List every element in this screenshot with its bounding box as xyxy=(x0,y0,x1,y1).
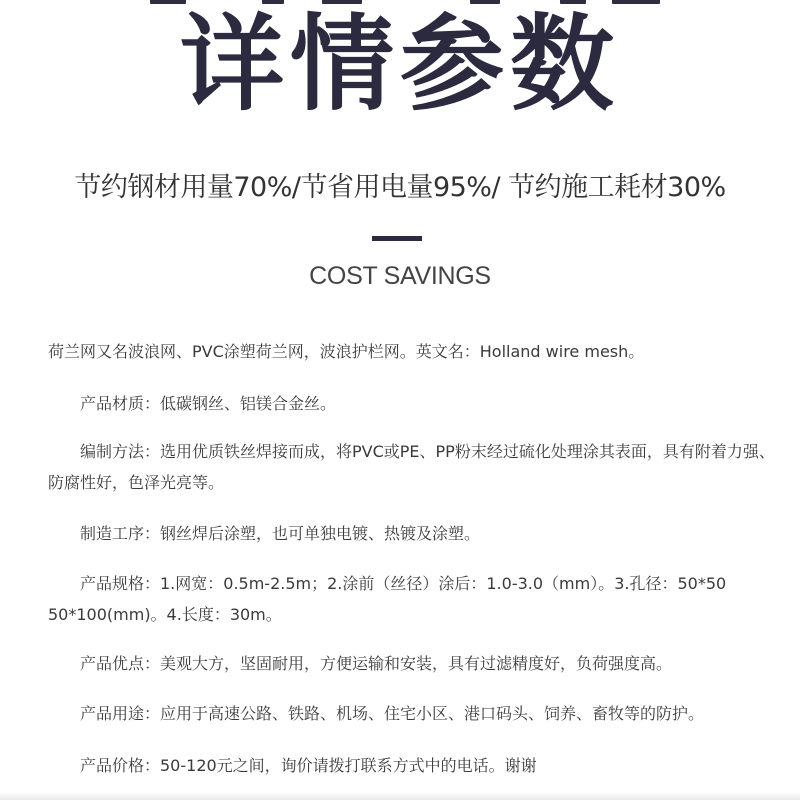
process-paragraph: 制造工序：钢丝焊后涂塑，也可单独电镀、热镀及涂塑。 xyxy=(80,524,481,543)
bottom-edge xyxy=(0,792,800,800)
intro-paragraph: 荷兰网又名波浪网、PVC涂塑荷兰网，波浪护栏网。英文名：Holland wire mesh。 xyxy=(48,342,645,361)
method-paragraph: 编制方法：选用优质铁丝焊接而成，将PVC或PE、PP粉末经过硫化处理涂其表面，具有附着力强、防腐性好，色泽光亮等。 xyxy=(48,442,775,492)
divider xyxy=(372,236,422,241)
advantages-paragraph: 产品优点：美观大方，坚固耐用，方便运输和安装，具有过滤精度好，负荷强度高。 xyxy=(80,654,673,673)
page-title: 详情参数 xyxy=(179,3,620,125)
spec-paragraph: 产品规格：1.网宽：0.5m-2.5m；2.涂前（丝径）涂后：1.0-3.0（mm）。3.孔径：50*50 50*100(mm)。4.长度：30m。 xyxy=(48,574,727,624)
material-paragraph: 产品材质：低碳钢丝、铝镁合金丝。 xyxy=(80,394,337,413)
subtitle: 节约钢材用量70%/节省用电量95%/ 节约施工耗材30% xyxy=(74,172,726,203)
price-paragraph: 产品价格：50-120元之间，询价请拨打联系方式中的电话。谢谢 xyxy=(80,756,537,775)
usage-paragraph: 产品用途：应用于高速公路、铁路、机场、住宅小区、港口码头、饲养、畜牧等的防护。 xyxy=(80,704,705,723)
english-title: COST SAVINGS xyxy=(309,262,491,290)
